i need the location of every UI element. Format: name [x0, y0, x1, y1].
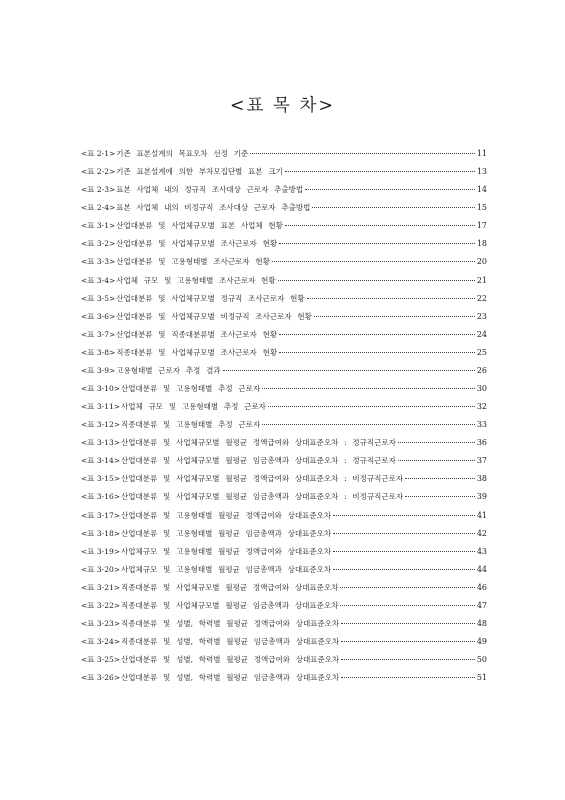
- toc-entry-caption: 사업체 규모 및 고용형태별 추정 근로자: [121, 402, 266, 412]
- dot-leader: [223, 370, 475, 371]
- toc-entry-caption: 직종대분류 및 고용형태별 추정 근로자: [121, 420, 261, 430]
- toc-entry-caption: 산업대분류 및 사업체규모별 비정규직 조사근로자 현황: [116, 311, 312, 321]
- dot-leader: [405, 478, 475, 479]
- dot-leader: [341, 641, 475, 642]
- toc-entry: [81, 452, 487, 470]
- toc-entry: [81, 470, 487, 488]
- toc-entry-label: <표 3-16>: [81, 492, 121, 502]
- toc-entry-label: <표 3-9>: [81, 365, 116, 375]
- toc-entry-page-number: 13: [476, 167, 487, 177]
- toc-entry: [81, 398, 487, 416]
- toc-entry: [81, 362, 487, 380]
- toc-entry: [81, 235, 487, 253]
- toc-entry-label: <표 3-20>: [81, 564, 121, 574]
- toc-entry-page-number: 18: [476, 239, 487, 249]
- toc-entry-page-number: 51: [476, 673, 487, 683]
- toc-entry-page-number: 36: [476, 438, 487, 448]
- toc-entry-page-number: 22: [476, 293, 487, 303]
- toc-entry-label: <표 3-1>: [81, 221, 116, 231]
- toc-entry: [81, 633, 487, 651]
- toc-entry-page-number: 46: [476, 582, 487, 592]
- toc-entry-caption: 산업대분류 및 고용형태별 월평균 정액급여와 상대표준오차: [121, 510, 332, 520]
- toc-entry-caption: 산업대분류 및 고용형태별 추정 근로자: [121, 384, 261, 394]
- toc-entry-label: <표 3-15>: [81, 474, 121, 484]
- toc-entry-page-number: 25: [476, 347, 487, 357]
- dot-leader: [398, 460, 475, 461]
- toc-entry-page-number: 49: [476, 637, 487, 647]
- toc-entry-page-number: 21: [476, 275, 487, 285]
- toc-entry-caption: 직종대분류 및 성별, 학력별 월평균 정액급여와 상대표준오차: [121, 619, 340, 629]
- dot-leader: [285, 171, 475, 172]
- toc-entry-label: <표 3-4>: [81, 275, 116, 285]
- toc-entry-label: <표 3-18>: [81, 528, 121, 538]
- toc-entry: [81, 669, 487, 687]
- toc-entry-caption: 사업체 규모 및 고용형태별 조사근로자 현황: [116, 275, 276, 285]
- toc-entry: [81, 434, 487, 452]
- toc-entry-label: <표 2-2>: [81, 167, 116, 177]
- toc-entry-label: <표 3-23>: [81, 619, 121, 629]
- toc-entry-page-number: 43: [476, 546, 487, 556]
- dot-leader: [278, 280, 475, 281]
- dot-leader: [279, 352, 475, 353]
- toc-entry-page-number: 42: [476, 528, 487, 538]
- dot-leader: [262, 424, 475, 425]
- toc-entry: [81, 525, 487, 543]
- toc-entry-caption: 사업체규모 및 고용형태별 월평균 정액급여와 상대표준오차: [121, 546, 332, 556]
- toc-entry-page-number: 23: [476, 311, 487, 321]
- toc-entry-label: <표 3-7>: [81, 329, 116, 339]
- dot-leader: [314, 316, 475, 317]
- dot-leader: [262, 388, 475, 389]
- toc-entry-page-number: 15: [476, 203, 487, 213]
- toc-entry-page-number: 44: [476, 564, 487, 574]
- toc-entry-label: <표 3-2>: [81, 239, 116, 249]
- toc-entry: [81, 380, 487, 398]
- toc-entry-label: <표 3-5>: [81, 293, 116, 303]
- toc-entry: [81, 308, 487, 326]
- toc-entry-caption: 산업대분류 및 사업체규모별 조사근로자 현황: [116, 239, 278, 249]
- toc-entry-caption: 산업대분류 및 사업체규모별 월평균 정액급여와 상대표준오차 : 비정규직근로자: [121, 474, 404, 484]
- toc-entry: [81, 561, 487, 579]
- toc-entry-caption: 기존 표본설계에 의한 부차모집단별 표본 크기: [116, 167, 283, 177]
- toc-entry-caption: 고용형태별 근로자 추정 결과: [116, 365, 221, 375]
- toc-entry-caption: 표본 사업체 내의 정규직 조사대상 근로자 추출방법: [116, 185, 304, 195]
- toc-entry: [81, 579, 487, 597]
- toc-entry-label: <표 3-24>: [81, 637, 121, 647]
- dot-leader: [279, 334, 475, 335]
- toc-entry-caption: 산업대분류 및 고용형태별 월평균 임금총액과 상대표준오차: [121, 528, 332, 538]
- toc-entry: [81, 199, 487, 217]
- toc-entry-page-number: 14: [476, 185, 487, 195]
- toc-entry: [81, 615, 487, 633]
- toc-entry-page-number: 11: [476, 149, 487, 158]
- toc-entry-page-number: 39: [476, 492, 487, 502]
- toc-entry: [81, 290, 487, 308]
- toc-entry: [81, 163, 487, 181]
- dot-leader: [333, 515, 475, 516]
- toc-entry-page-number: 17: [476, 221, 487, 231]
- toc-entry-label: <표 3-26>: [81, 673, 121, 683]
- toc-entry-caption: 산업대분류 및 사업체규모별 표본 사업체 현황: [116, 221, 283, 231]
- toc-entry-page-number: 41: [476, 510, 487, 520]
- dot-leader: [268, 406, 475, 407]
- page-title: <표 목 차>: [229, 96, 336, 116]
- dot-leader: [272, 261, 475, 262]
- toc-entry-caption: 산업대분류 및 성별, 학력별 월평균 임금총액과 상대표준오차: [121, 673, 340, 683]
- dot-leader: [341, 677, 475, 678]
- toc-entry-caption: 산업대분류 및 직종대분류별 조사근로자 현황: [116, 329, 278, 339]
- toc-entry-caption: 직종대분류 및 사업체규모별 월평균 정액급여와 상대표준오차: [121, 582, 339, 592]
- dot-leader: [340, 605, 474, 606]
- toc-entry-label: <표 3-25>: [81, 655, 121, 665]
- toc-entry-caption: 직종대분류 및 성별, 학력별 월평균 임금총액과 상대표준오차: [121, 637, 340, 647]
- toc-entry-label: <표 2-1>: [81, 149, 116, 158]
- toc-entry-label: <표 3-13>: [81, 438, 121, 448]
- toc-entry-caption: 산업대분류 및 사업체규모별 월평균 임금총액과 상대표준오차 : 정규직근로자: [121, 456, 396, 466]
- dot-leader: [398, 442, 475, 443]
- toc-entry: [81, 651, 487, 669]
- toc-entry-caption: 산업대분류 및 성별, 학력별 월평균 정액급여와 상대표준오차: [121, 655, 340, 665]
- toc-entry-label: <표 3-8>: [81, 347, 116, 357]
- toc-entry-page-number: 32: [476, 402, 487, 412]
- toc-entry-caption: 사업체규모 및 고용형태별 월평균 임금총액과 상대표준오차: [121, 564, 332, 574]
- toc-entry: [81, 272, 487, 290]
- toc-entry: [81, 145, 487, 163]
- dot-leader: [340, 587, 474, 588]
- toc-entry-label: <표 3-3>: [81, 257, 116, 267]
- toc-entry-caption: 산업대분류 및 사업체규모별 정규직 조사근로자 현황: [116, 293, 305, 303]
- dot-leader: [250, 153, 475, 154]
- toc-entry: [81, 181, 487, 199]
- toc-entry-page-number: 24: [476, 329, 487, 339]
- toc-entry: [81, 253, 487, 271]
- toc-entry-caption: 산업대분류 및 사업체규모별 월평균 정액급여와 상대표준오차 : 정규직근로자: [121, 438, 396, 448]
- toc-entry: [81, 543, 487, 561]
- dot-leader: [341, 659, 475, 660]
- toc-entry-page-number: 26: [476, 365, 487, 375]
- toc-entry-page-number: 30: [476, 384, 487, 394]
- toc-entry-page-number: 37: [476, 456, 487, 466]
- toc-entry-label: <표 3-21>: [81, 582, 121, 592]
- dot-leader: [341, 623, 475, 624]
- toc-entry-label: <표 3-17>: [81, 510, 121, 520]
- toc-entry-label: <표 3-19>: [81, 546, 121, 556]
- toc-entry-label: <표 3-12>: [81, 420, 121, 430]
- dot-leader: [279, 243, 475, 244]
- toc-entry-caption: 표본 사업체 내의 비정규직 조사대상 근로자 추출방법: [116, 203, 311, 213]
- toc-entry-page-number: 38: [476, 474, 487, 484]
- toc-entry: [81, 597, 487, 615]
- dot-leader: [333, 533, 475, 534]
- toc-entry: [81, 326, 487, 344]
- toc-entry-label: <표 3-10>: [81, 384, 121, 394]
- toc-entry: [81, 217, 487, 235]
- dot-leader: [333, 569, 475, 570]
- table-of-contents-list: [81, 145, 487, 687]
- toc-entry-page-number: 50: [476, 655, 487, 665]
- dot-leader: [305, 189, 475, 190]
- toc-entry-caption: 직종대분류 및 사업체규모별 조사근로자 현황: [116, 347, 278, 357]
- toc-entry: [81, 416, 487, 434]
- toc-entry-label: <표 2-3>: [81, 185, 116, 195]
- dot-leader: [333, 551, 475, 552]
- toc-entry-page-number: 48: [476, 619, 487, 629]
- toc-entry-page-number: 33: [476, 420, 487, 430]
- toc-entry-label: <표 3-22>: [81, 600, 121, 610]
- dot-leader: [405, 496, 475, 497]
- toc-entry-page-number: 47: [476, 600, 487, 610]
- toc-entry-label: <표 2-4>: [81, 203, 116, 213]
- dot-leader: [312, 207, 474, 208]
- dot-leader: [285, 225, 475, 226]
- dot-leader: [307, 298, 475, 299]
- toc-entry: [81, 344, 487, 362]
- toc-entry-caption: 기존 표본설계의 목표오차 선정 기준: [116, 149, 249, 158]
- toc-entry-label: <표 3-6>: [81, 311, 116, 321]
- toc-entry-label: <표 3-14>: [81, 456, 121, 466]
- toc-entry: [81, 488, 487, 506]
- toc-entry: [81, 507, 487, 525]
- toc-entry-label: <표 3-11>: [81, 402, 121, 412]
- toc-entry-page-number: 20: [476, 257, 487, 267]
- toc-entry-caption: 직종대분류 및 사업체규모별 월평균 임금총액과 상대표준오차: [121, 600, 339, 610]
- toc-entry-caption: 산업대분류 및 사업체규모별 월평균 임금총액과 상대표준오차 : 비정규직근로자: [121, 492, 404, 502]
- toc-entry-caption: 산업대분류 및 고용형태별 조사근로자 현황: [116, 257, 270, 267]
